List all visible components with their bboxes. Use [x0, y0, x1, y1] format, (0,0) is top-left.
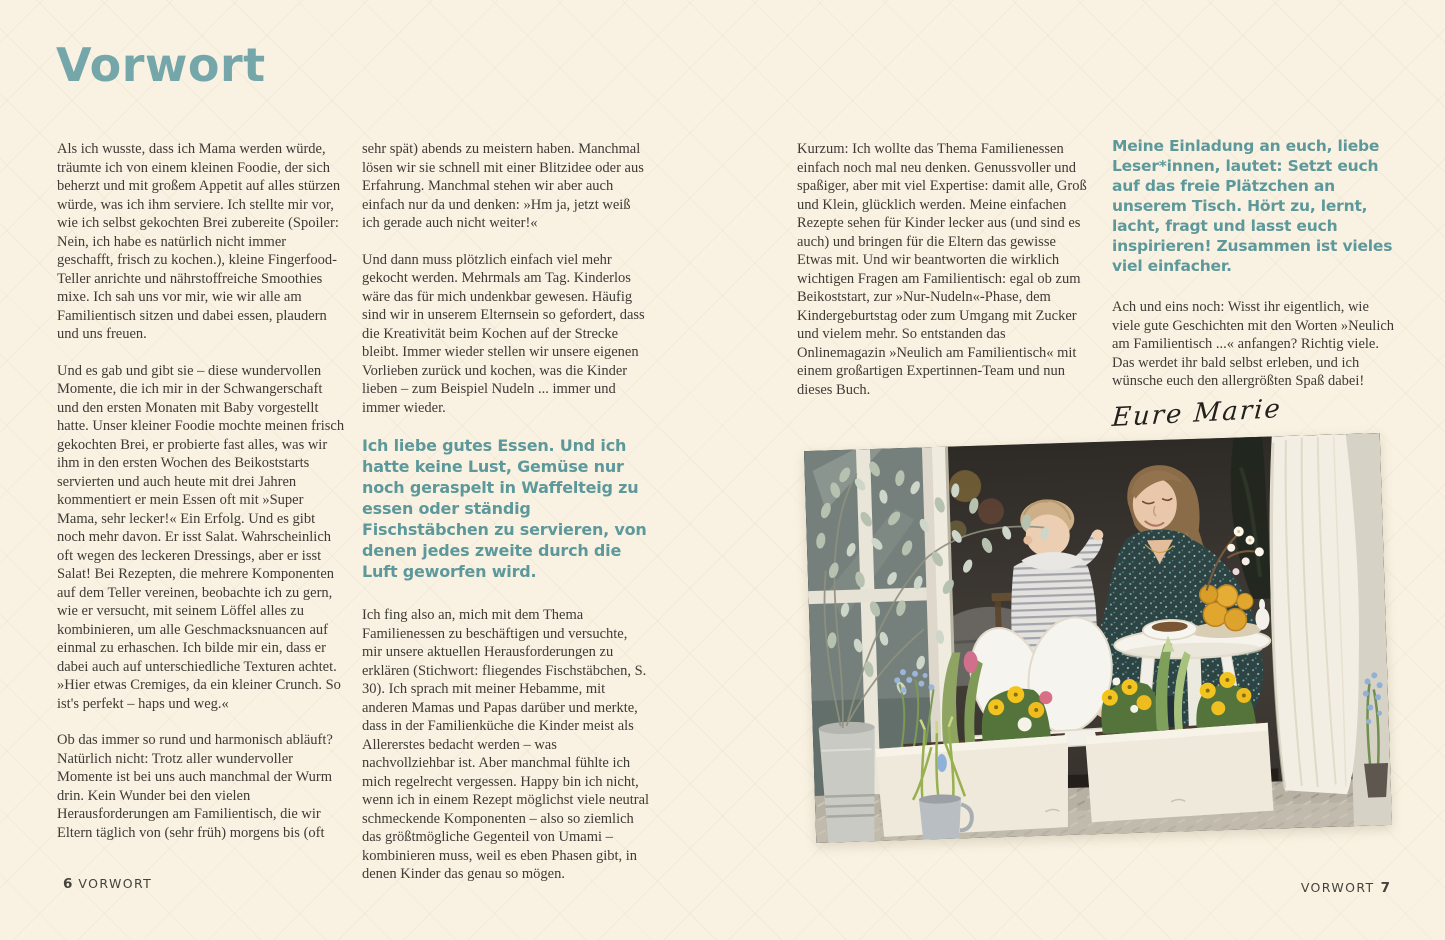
paragraph: Ach und eins noch: Wisst ihr eigentlich, wie viele gute Geschichten mit den Worten »Neulich am Familientisch ...« anfangen? Richtig viele. Das werdet ihr bald selbst erleben, und ich wünsche euch den allergrößten Spaß dabei! — [1112, 299, 1395, 389]
page-number: 7 — [1380, 880, 1390, 896]
paragraph: sehr spät) abends zu meistern haben. Manchmal lösen wir sie schnell mit einer Blitzidee oder aus Erfahrung. Manchmal stehen wir aber auch einfach nur da und denken: »Hm ja, jetzt weiß ich gerade auch nicht weiter!« — [362, 141, 644, 231]
paragraph: Ob das immer so rund und harmonisch abläuft? Natürlich nicht: Trotz aller wundervoller Momente ist bei uns auch manchmal der Wurm drin. Kein Wunder bei den vielen Herausforderungen am Familientisch, die wir Eltern täglich von (sehr früh) morgens bis (oft — [57, 732, 333, 841]
paragraph: Als ich wusste, dass ich Mama werden würde, träumte ich von einem kleinen Foodie, der sich beherzt und mit großem Appetit auf alles stürzen würde, was ich ihm serviere. Ich stellte mir vor, wie ich selbst gekochten Brei zubereite (Spoiler: Nein, ich habe es natürlich nicht immer geschafft, frisch zu kochen.), kleine Fingerfood-Teller anrichte und nährstoffreiche Smoothies mixe. Ich sah uns vor mir, wie wir alle am Familientisch sitzen und dabei essen, plaudern und uns freuen. — [57, 141, 341, 342]
invitation-highlight: Meine Einladung an euch, liebe Leser*innen, lautet: Setzt euch auf das freie Plätzchen an unserem Tisch. Hört zu, lernt, lacht, fragt und lasst euch inspirieren! Zusammen ist vieles viel einfacher. — [1112, 137, 1393, 275]
right-page-column-2 — [1110, 136, 1400, 433]
right-page-column-1 — [797, 140, 1087, 417]
paragraph: Und es gab und gibt sie – diese wundervollen Momente, die ich mir in der Schwangerschaft und den ersten Monaten mit Baby vorgestellt hatte. Unser kleiner Foodie mochte meinen frisch gekochten Brei, er probierte fast alles, was wir ihm in den ersten Wochen des Beikoststarts servierten und auch heute mit drei Jahren kommentiert er mein Essen oft mit »Super Mama, sehr lecker!« Ein Erfolg. Und es gibt noch mehr davon. Er isst Salat. Wahrscheinlich oft wegen des leckeren Dressings, aber er isst Salat! Bei Rezepten, die mehrere Komponenten auf dem Teller vereinen, beobachte ich zu gern, wie er versucht, mit seinem Löffel alles zu kombinieren, um alle Geschmacksnuancen auf einmal zu erhaschen. Ich bilde mir ein, dass er dabei auch auf unterschiedliche Texturen achtet. »Hier etwas Cremiges, da ein kleiner Crunch. So ist's perfekt – haps und weg.« — [57, 362, 345, 712]
left-page-column-2 — [362, 140, 651, 902]
photo-illustration — [804, 433, 1392, 843]
author-signature: Eure Marie — [1110, 393, 1283, 433]
photo-mother-and-child-balcony — [804, 433, 1392, 843]
paragraph: Ich fing also an, mich mit dem Thema Familienessen zu beschäftigen und versuchte, mir unsere aktuellen Herausforderungen zu erklären (Stichwort: fliegendes Fischstäbchen, S. 30). Ich sprach mit meiner Hebamme, mit anderen Mamas und Papas darüber und merkte, dass in der Familienküche die Kinder meist als Allererstes bedacht werden – was nachvollziehbar ist. Aber manchmal fühlte ich mich regelrecht vergessen. Happy bin ich nicht, wenn ich in einem Rezept möglichst viele neutral schmeckende Komponenten – also so ziemlich das größtmögliche Gegenteil von Umami – kombinieren muss, weil es eben Phasen gibt, in denen Kinder das genau so mögen. — [362, 607, 650, 882]
page-title: Vorwort — [56, 38, 266, 92]
pull-quote: Ich liebe gutes Essen. Und ich hatte keine Lust, Gemüse nur noch geraspelt in Waffelteig zu essen oder ständig Fischstäbchen zu servieren, von denen jedes zweite durch die Luft geworfen wird. — [362, 436, 647, 581]
paragraph: Kurzum: Ich wollte das Thema Familienessen einfach noch mal neu denken. Genussvoller und spaßiger, aber mit viel Expertise: damit alle, Groß und Klein, glücklich werden. Meine einfachen Rezepte sehen für Kinder lecker aus (und sind es auch) und bringen für die Eltern das gewisse Etwas mit. Und wir beantworten die wirklich wichtigen Fragen am Familientisch: egal ob zum Beikoststart, zur »Nur-Nudeln«-Phase, dem Kindergeburtstag oder zum Umgang mit Zucker und vielem mehr. So entstanden das Onlinemagazin »Neulich am Familientisch« mit einem großartigen Expertinnen-Team und nun dieses Buch. — [797, 141, 1087, 398]
page-number: 6 — [63, 876, 73, 892]
paragraph: Und dann muss plötzlich einfach viel mehr gekocht werden. Mehrmals am Tag. Kinderlos wäre das für mich undenkbar gewesen. Häufig sind wir in unserem Elternsein so gefordert, dass die Kreativität beim Kochen auf der Strecke bleibt. Immer wieder stellen wir unsere eigenen Vorlieben zurück und kochen, was die Kinder lieben – zum Beispiel Nudeln ... immer und immer wieder. — [362, 251, 645, 416]
footer-section-label: VORWORT — [1300, 880, 1375, 895]
bucket — [819, 721, 879, 843]
left-page-column-1 — [57, 140, 346, 860]
footer-right — [1150, 880, 1396, 896]
footer-section-label: VORWORT — [78, 876, 153, 891]
footer-left — [57, 876, 152, 892]
